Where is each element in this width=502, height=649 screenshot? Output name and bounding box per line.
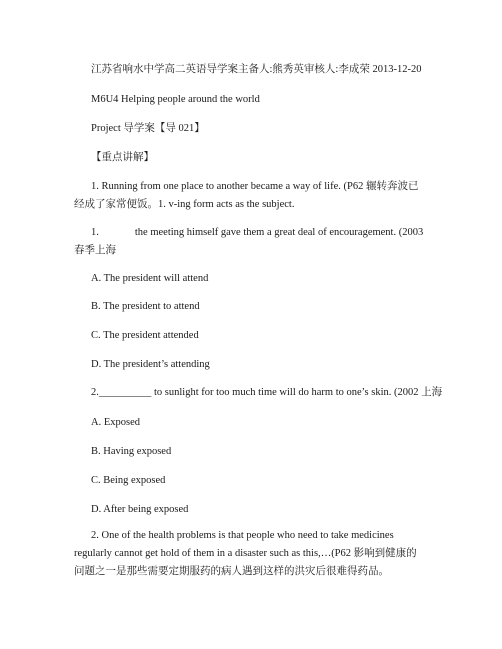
q1-option-b: B. The president to attend [91,301,200,312]
question-2-stem: 2.__________ to sunlight for too much time will do harm to one’s skin. (2002 上海 [91,387,443,398]
question-1-stem [74,224,424,260]
document-header: 江苏省响水中学高二英语导学案主备人:熊秀英审核人:李成荣 2013-12-20 [91,64,422,75]
q2-option-c: C. Being exposed [91,475,166,486]
key-point-2: 2. One of the health problems is that people who need to take medicines regularly cannot get hold of them in a disaster such as this,…(P62 影响到健康的问题之一是那些需要定期服药的病人遇到这样的洪灾后很难得药品。 [74,530,417,577]
q2-option-a: A. Exposed [91,417,140,428]
q2-option-d: D. After being exposed [91,504,189,515]
question-1-text: the meeting himself gave them a great deal of encouragement. (2003 春季上海 [74,227,424,256]
project-title: Project 导学案【导 021】 [91,123,205,134]
q1-option-d: D. The president’s attending [91,359,210,370]
section-heading: 【重点讲解】 [91,152,154,163]
key-point-1: 1. Running from one place to another became a way of life. (P62 辗转奔波已经成了家常便饭。1. v-ing form acts as the subject. [74,181,419,210]
q1-option-a: A. The president will attend [91,273,209,284]
unit-title: M6U4 Helping people around the world [91,94,260,105]
question-1-number: 1. [91,227,99,238]
q1-option-c: C. The president attended [91,330,199,341]
q2-option-b: B. Having exposed [91,446,172,457]
